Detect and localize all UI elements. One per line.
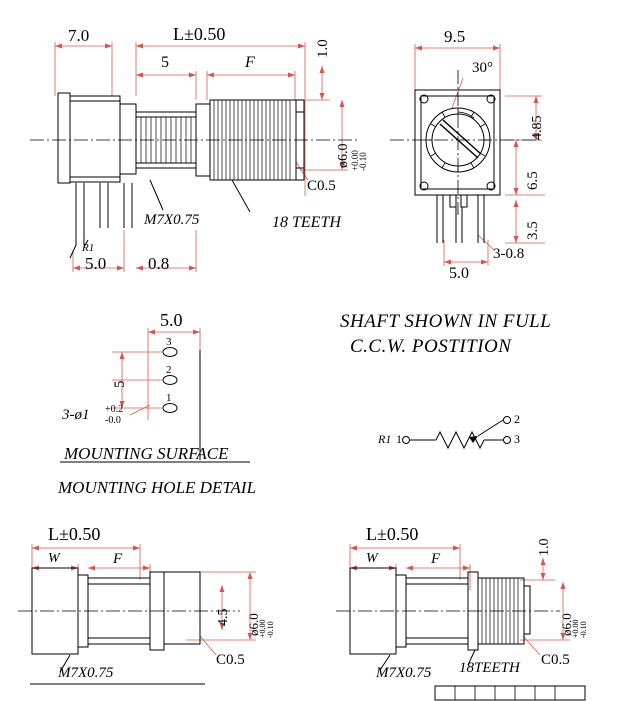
dim-3-phi1-tol-upper: +0.2 [105,404,124,415]
bl-callout-m7x075: M7X0.75 [58,665,114,681]
dim-9-5: 9.5 [444,27,466,46]
bl-dim-F: F [113,551,123,567]
dim-4-85: 4.85 [530,115,545,140]
bl-dim-c05: C0.5 [216,652,245,668]
br-dim-phi6-tol-lower: -0.10 [579,621,588,638]
title-mounting-hole-detail: MOUNTING HOLE DETAIL [58,478,257,497]
schematic-label-r1: R1 [378,432,392,446]
pin-label-2: 2 [166,364,172,376]
pin-label-3: 3 [166,336,172,348]
label-mounting-surface: MOUNTING SURFACE [64,444,229,463]
dim-1-0: 1.0 [315,39,331,58]
dim-3-0-8: 3-0.8 [493,246,525,262]
br-callout-18teeth: 18TEETH [459,660,520,676]
dim-L-tol: L±0.50 [173,24,226,44]
schematic-label-3: 3 [514,432,520,446]
bl-dim-4-5: 4.5 [216,608,231,626]
note-shaft-line2: C.C.W. POSTITION [350,336,512,357]
dim-F: F [245,54,255,71]
dim-phi6: ø6.0 [336,143,351,168]
dim-5-0-mount: 5.0 [160,310,183,330]
dim-phi6-tol-lower: -0.10 [358,152,368,171]
dim-phi6-tol-upper: +0.00 [350,150,360,171]
br-dim-W: W [366,551,378,566]
callout-m7x075: M7X0.75 [144,212,200,228]
bl-dim-phi6-tol-upper: +0.00 [258,619,267,638]
dim-5-0-front: 5.0 [449,265,469,282]
note-shaft-line1: SHAFT SHOWN IN FULL [340,311,552,332]
callout-r1: R1 [82,242,95,254]
bl-dim-phi6: ø6.0 [246,613,261,636]
br-dim-c05: C0.5 [541,652,570,668]
br-dim-phi6: ø6.0 [559,613,574,636]
dim-30deg: 30° [472,60,493,76]
br-dim-L: L±0.50 [366,524,419,544]
bl-dim-W: W [48,551,60,566]
pin-label-1: 1 [166,392,172,404]
dim-3-phi1: 3-ø1 [62,407,90,423]
br-callout-m7x075: M7X0.75 [376,665,432,681]
dim-7-0: 7.0 [68,26,90,45]
dim-c05: C0.5 [307,178,336,194]
schematic-label-2: 2 [514,412,520,426]
dim-0-8: 0.8 [148,254,170,273]
dim-6-5: 6.5 [525,171,541,190]
callout-18-teeth: 18 TEETH [272,214,341,231]
bl-dim-L: L±0.50 [48,524,101,544]
dim-3-5: 3.5 [525,221,541,240]
br-dim-F: F [431,551,441,567]
br-dim-1-0: 1.0 [537,538,552,556]
bl-dim-phi6-tol-lower: -0.10 [266,621,275,638]
br-dim-phi6-tol-upper: +0.00 [571,619,580,638]
dim-3-phi1-tol-lower: -0.0 [105,415,121,426]
dim-5-mount: 5 [112,380,128,388]
schematic-label-1: 1 [396,432,402,446]
dim-5-0-left: 5.0 [85,254,107,273]
dim-5: 5 [161,54,169,71]
